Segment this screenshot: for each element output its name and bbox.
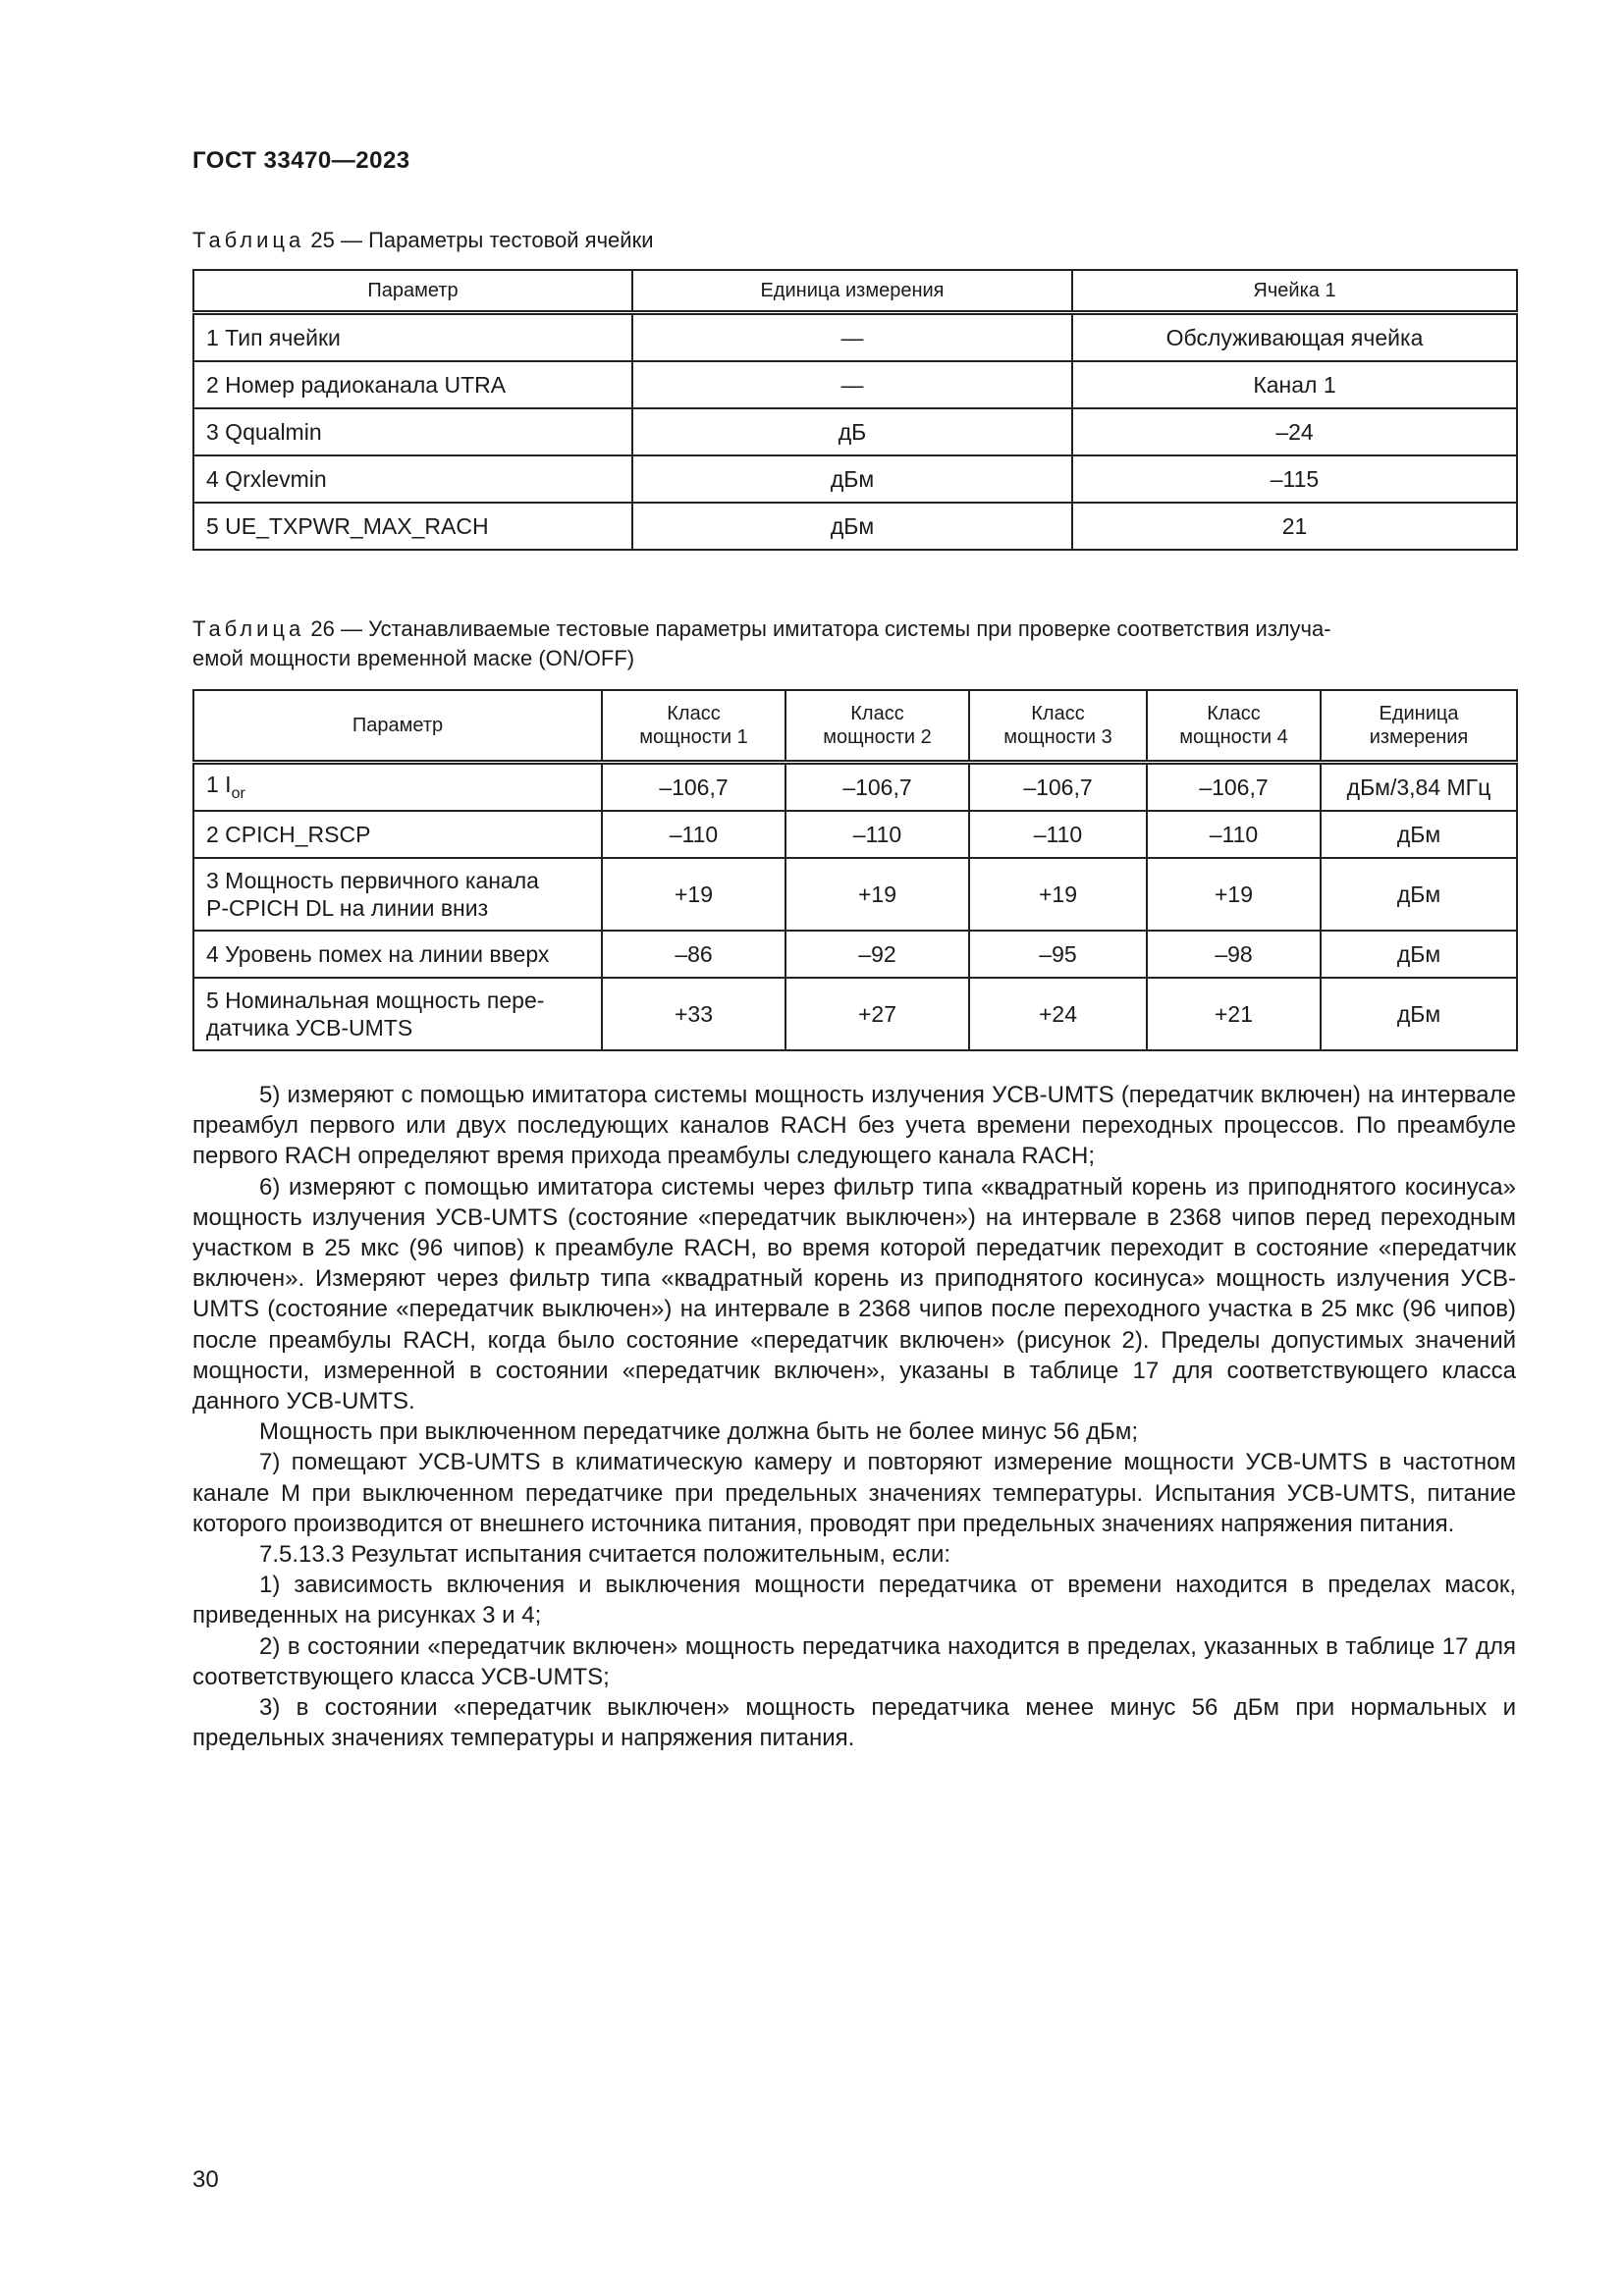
table-cell: –24 (1072, 408, 1517, 455)
table-cell: +19 (785, 858, 969, 931)
table-cell: Обслуживающая ячейка (1072, 313, 1517, 362)
table-cell: –115 (1072, 455, 1517, 503)
table-cell: –106,7 (602, 763, 785, 812)
table-cell: –98 (1147, 931, 1321, 978)
paragraph: 6) измеряют с помощью имитатора системы через фильтр типа «квадратный корень из приподнятого косинуса» мощность излучения УСВ-UMTS (состояние «передатчик выключен») на интервале в 2368 чипов перед переходным участком в 25 мкс (96 чипов) к преамбуле RACH, во время которой передатчик переходит в состояние «передатчик включен». Измеряют через фильтр типа «квадратный корень из приподнятого косинуса» мощность излучения УСВ-UMTS (состояние «передатчик выключен») на интервале в 2368 чипов после переходного участка в 25 мкс (96 чипов) после преамбулы RACH, когда было состояние «передатчик включен» (рисунок 2). Пределы допустимых значений мощности, измеренной в состоянии «передатчик включен», указаны в таблице 17 для соответствующего класса данного УСВ-UMTS. (192, 1173, 1516, 1415)
table-cell: –110 (969, 811, 1147, 858)
table-cell: –106,7 (785, 763, 969, 812)
table-cell: 5 UE_TXPWR_MAX_RACH (193, 503, 632, 550)
table-row (193, 455, 1517, 503)
table-cell: –110 (1147, 811, 1321, 858)
table-25 (192, 269, 1518, 551)
table-26-title-line2: емой мощности временной маске (ON/OFF) (192, 646, 635, 670)
table-cell: 2 CPICH_RSCP (193, 811, 602, 858)
document-id: ГОСТ 33470—2023 (192, 147, 410, 174)
table-cell: +21 (1147, 978, 1321, 1050)
table-cell: — (632, 313, 1072, 362)
page-number: 30 (192, 2166, 219, 2193)
table-cell: –110 (602, 811, 785, 858)
table-cell: 3 Qqualmin (193, 408, 632, 455)
table-cell: Канал 1 (1072, 361, 1517, 408)
table-row (193, 313, 1517, 362)
column-header: Параметр (193, 690, 602, 763)
paragraph: 1) зависимость включения и выключения мощности передатчика от времени находится в пределах масок, приведенных на рисунках 3 и 4; (192, 1572, 1516, 1629)
table-row (193, 858, 1517, 931)
paragraph: 2) в состоянии «передатчик включен» мощность передатчика находится в пределах, указанных в таблице 17 для соответствующего класса УСВ-UMTS; (192, 1632, 1516, 1690)
table-word: Таблица (192, 228, 305, 252)
table-header-row (193, 270, 1517, 313)
table-cell: 5 Номинальная мощность пере- датчика УСВ-UMTS (193, 978, 602, 1050)
column-header: Класс мощности 1 (602, 690, 785, 763)
table-cell: –106,7 (1147, 763, 1321, 812)
table-25-title: 25 — Параметры тестовой ячейки (304, 228, 654, 252)
table-cell: 1 $I_{or}$ (193, 763, 602, 812)
table-cell: –86 (602, 931, 785, 978)
paragraph: 5) измеряют с помощью имитатора системы мощность излучения УСВ-UMTS (передатчик включен) на интервале преамбул первого или двух последующих каналов RACH без учета времени переходных процессов. По преамбуле первого RACH определяют время прихода преамбулы следующего канала RACH; (192, 1082, 1516, 1170)
paragraph: Мощность при выключенном передатчике должна быть не более минус 56 дБм; (259, 1418, 1139, 1446)
table-header-row (193, 690, 1517, 763)
table-cell: 21 (1072, 503, 1517, 550)
table-row (193, 931, 1517, 978)
table-cell: дБм (1321, 931, 1517, 978)
paragraph: 3) в состоянии «передатчик выключен» мощность передатчика менее минус 56 дБм при нормальных и предельных значениях температуры и напряжения питания. (192, 1694, 1516, 1752)
table-cell: +33 (602, 978, 785, 1050)
column-header: Единица измерения (632, 270, 1072, 313)
table-row (193, 978, 1517, 1050)
table-cell: дБм/3,84 МГц (1321, 763, 1517, 812)
body-text (192, 1080, 1516, 1753)
table-26-title-line1: 26 — Устанавливаемые тестовые параметры имитатора системы при проверке соответствия излуча- (304, 616, 1331, 641)
table-row (193, 503, 1517, 550)
table-26 (192, 689, 1518, 1051)
column-header: Единица измерения (1321, 690, 1517, 763)
table-cell: дБм (1321, 978, 1517, 1050)
table-cell: дБм (632, 503, 1072, 550)
table-row (193, 811, 1517, 858)
table-cell: +24 (969, 978, 1147, 1050)
table-cell: +19 (969, 858, 1147, 931)
table-cell: 4 Qrxlevmin (193, 455, 632, 503)
table-cell: дБм (1321, 858, 1517, 931)
table-cell: дБ (632, 408, 1072, 455)
column-header: Класс мощности 3 (969, 690, 1147, 763)
table-cell: 3 Мощность первичного канала P-CPICH DL на линии вниз (193, 858, 602, 931)
table-26-caption (192, 614, 1516, 673)
table-cell: +19 (602, 858, 785, 931)
table-25-caption (192, 226, 1516, 255)
table-row (193, 361, 1517, 408)
table-cell: 1 Тип ячейки (193, 313, 632, 362)
table-cell: дБм (632, 455, 1072, 503)
table-cell: дБм (1321, 811, 1517, 858)
table-row (193, 763, 1517, 812)
table-cell: 2 Номер радиоканала UTRA (193, 361, 632, 408)
table-cell: –110 (785, 811, 969, 858)
column-header: Класс мощности 2 (785, 690, 969, 763)
table-cell: +27 (785, 978, 969, 1050)
table-cell: –95 (969, 931, 1147, 978)
table-cell: 4 Уровень помех на линии вверх (193, 931, 602, 978)
table-row (193, 408, 1517, 455)
column-header: Класс мощности 4 (1147, 690, 1321, 763)
column-header: Параметр (193, 270, 632, 313)
paragraph: 7.5.13.3 Результат испытания считается положительным, если: (259, 1541, 951, 1569)
paragraph: 7) помещают УСВ-UMTS в климатическую камеру и повторяют измерение мощности УСВ-UMTS в частотном канале M при выключенном передатчике при предельных значениях температуры. Испытания УСВ-UMTS, питание которого производится от внешнего источника питания, проводят при предельных значениях напряжения питания. (192, 1449, 1516, 1537)
column-header: Ячейка 1 (1072, 270, 1517, 313)
table-cell: +19 (1147, 858, 1321, 931)
table-cell: –92 (785, 931, 969, 978)
table-word: Таблица (192, 616, 305, 641)
table-cell: –106,7 (969, 763, 1147, 812)
table-cell: — (632, 361, 1072, 408)
